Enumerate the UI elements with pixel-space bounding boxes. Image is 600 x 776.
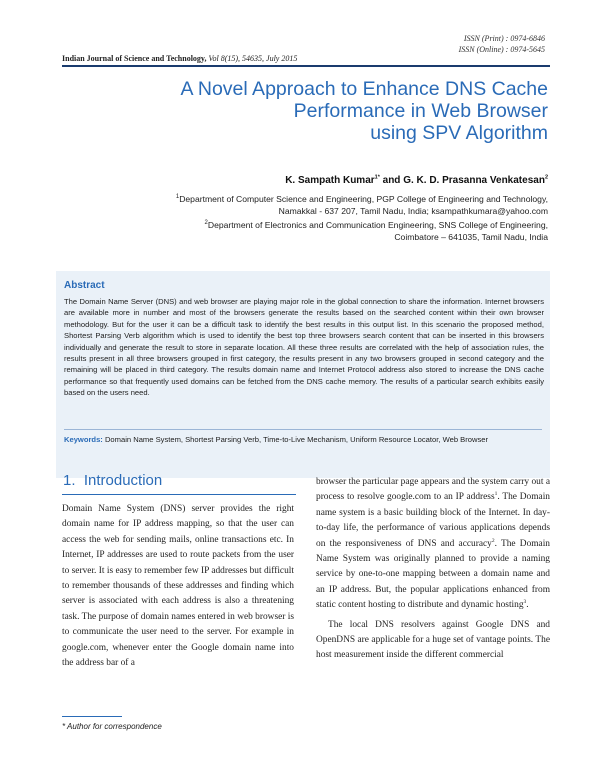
intro-paragraph-2: The local DNS resolvers against Google DNS and OpenDNS are applicable for a huge set of vantage points. The host measurement inside the different commercial [316, 619, 550, 661]
journal-name: Indian Journal of Science and Technology, [62, 54, 207, 63]
abstract-text: The Domain Name Server (DNS) and web browser are playing major role in the global connection to share the information. Internet browsers are available more in number and most of the browsers generate the results based on the searched content within their own browser methodology. But for the user it can be a difficult task to identify the best results in this output list. In this scenario the proposed method, Shortest Parsing Verb algorithm which is used to identify the best top three browsers search content that can be inserted in this browsers individually and generate the result to store in separate location. All these three results are correlated with the help of association rules, the results present in all three browsers grouped in first category, the results present in any two browsers grouped in second category and the remaining will be placed in third category. The results domain name and Internet Protocol address also stored to increase the DNS cache performance so that frequently used domains can be fetched from the DNS cache memory. The results of a particular search exhibits easily based on the users need. [64, 297, 544, 398]
title-line-3: using SPV Algorithm [370, 122, 548, 144]
intro-paragraph-1-continued [316, 475, 550, 614]
aff-1-line-2: Namakkal - 637 207, Tamil Nadu, India; ksampathkumara@yahoo.com [278, 206, 548, 217]
paper-title [108, 78, 548, 144]
author-list [285, 175, 548, 186]
author-2: G. K. D. Prasanna Venkatesan [403, 175, 545, 186]
affiliation-1 [88, 191, 548, 218]
col2-text-c: . The Domain Name System was originally planned to provide a naming service by one-to-one mapping between a domain name and an IP address. But, the popular applications enhanced from static content hosting to distribute and dynamic hosting [316, 538, 550, 611]
ref-1: 1 [494, 491, 498, 498]
aff-2-line-2: Coimbatore – 641035, Tamil Nadu, India [394, 232, 548, 243]
section-heading-introduction: 1. Introduction [63, 472, 163, 489]
journal-meta: Vol 8(15), 54635, July 2015 [208, 54, 298, 63]
keywords-rule [64, 429, 542, 430]
aff-1-sup: 1 [175, 194, 180, 200]
col2-text-d: . [526, 600, 529, 611]
aff-2-sup: 2 [204, 220, 208, 226]
col2-text-b: . The Domain name system is a basic building block of the Internet. In day-to-day life, the performance of various applications depends on the responsiveness of DNS and accuracy [316, 492, 550, 549]
author-and: and [379, 175, 404, 186]
aff-2-line-1: Department of Electronics and Communication Engineering, SNS College of Engineering, [207, 219, 548, 230]
issn-print: ISSN (Print) : 0974-6846 [463, 34, 545, 43]
keywords [64, 434, 544, 445]
author-1: K. Sampath Kumar [285, 175, 375, 186]
footnote-rule [62, 716, 122, 717]
issn-online: ISSN (Online) : 0974-5645 [458, 45, 545, 54]
column-left [62, 502, 294, 671]
author-2-sup: 2 [544, 174, 548, 181]
keywords-text: Domain Name System, Shortest Parsing Verb, Time-to-Live Mechanism, Uniform Resource Locator, Web Browser [102, 435, 489, 444]
title-line-1: A Novel Approach to Enhance DNS Cache [180, 78, 548, 100]
journal-citation [62, 54, 297, 63]
ref-3: 3 [523, 599, 527, 606]
affiliation-2 [88, 217, 548, 244]
aff-1-line-1: Department of Computer Science and Engineering, PGP College of Engineering and Technology, [179, 193, 548, 204]
keywords-label: Keywords: [64, 435, 103, 444]
column-right [316, 475, 550, 664]
title-line-2: Performance in Web Browser [293, 100, 548, 122]
abstract-heading: Abstract [64, 280, 105, 291]
author-1-sup: 1* [374, 174, 380, 181]
footnote-correspondence: * Author for correspondence [62, 722, 162, 731]
header-rule [62, 65, 550, 67]
intro-paragraph-1: Domain Name System (DNS) server provides the right domain name for IP address mapping, so that the user can access the web for sending mails, online transactions etc. In Internet, IP addresses are used to route packets from the user to server. It is easy to remember few IP addresses but difficult to remember thousands of these addresses and finding which server is associated with each address is also a threatening task. The purpose of domain names entered in web browser is to communicate the user need to the server. For example in google.com, whenever enter the Google domain name into the address bar of a [62, 504, 294, 669]
ref-2: 2 [491, 537, 495, 544]
col2-text-a: browser the particular page appears and the system carry out a process to resolve google.com to an IP address [316, 477, 550, 503]
section-heading-rule [62, 494, 296, 495]
